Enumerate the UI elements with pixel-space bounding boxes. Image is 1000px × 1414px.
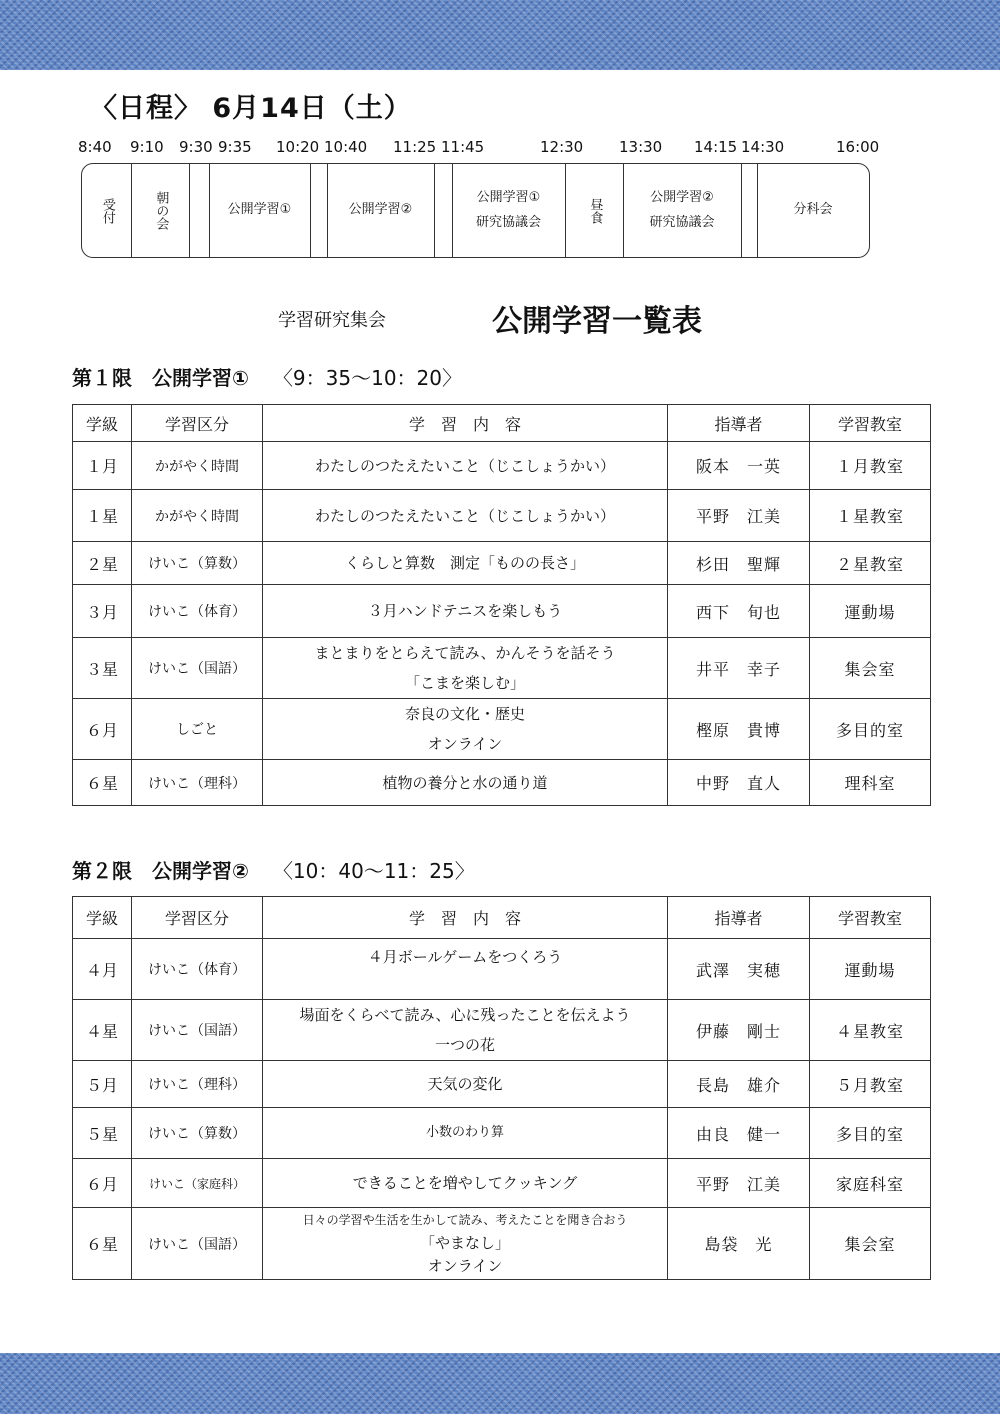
table-row: ６月 けいこ（家庭科） できることを増やしてクッキング 平野 江美 家庭科室	[73, 1159, 931, 1208]
period-1-label: 第１限 公開学習①	[72, 366, 249, 390]
time-label: 12:30	[540, 138, 584, 156]
schedule-block-review-1: 公開学習① 研究協議会	[475, 189, 541, 230]
col-teacher: 指導者	[668, 897, 810, 939]
table-row: ２星 けいこ（算数） くらしと算数 測定「ものの長さ」 杉田 聖輝 ２星教室	[73, 542, 931, 585]
period-2-label: 第２限 公開学習②	[72, 859, 249, 883]
table-header-row	[73, 405, 931, 442]
decorative-top-band	[0, 0, 1000, 70]
time-label: 13:30	[619, 138, 663, 156]
schedule-timeline	[0, 138, 1000, 158]
time-label: 11:45	[441, 138, 485, 156]
decorative-bottom-band	[0, 1353, 1000, 1414]
schedule-date-title: 〈日程〉 6月14日（土）	[90, 93, 412, 124]
period-2-time: 〈10：40～11：25〉	[272, 859, 475, 883]
table-row: ６星 けいこ（理科） 植物の養分と水の通り道 中野 直人 理科室	[73, 760, 931, 806]
table-header-row	[73, 897, 931, 939]
table-row: ４星 けいこ（国語） 場面をくらべて読み、心に残ったことを伝えよう 一つの花 伊藤 剛士 ４星教室	[73, 1000, 931, 1061]
schedule-block-open-lesson-2: 公開学習②	[348, 202, 413, 218]
col-content: 学 習 内 容	[263, 897, 668, 939]
period-1-heading	[72, 362, 462, 391]
table-row: ３月 けいこ（体育） ３月ハンドテニスを楽しもう 西下 旬也 運動場	[73, 585, 931, 638]
time-label: 9:35	[218, 138, 252, 156]
period-2-table	[72, 896, 931, 1280]
col-grade: 学級	[73, 405, 132, 442]
time-label: 10:20	[276, 138, 320, 156]
heading-title: 公開学習一覧表	[492, 304, 702, 339]
time-label: 10:40	[324, 138, 368, 156]
schedule-block-lunch: 昼食	[587, 197, 603, 224]
col-grade: 学級	[73, 897, 132, 939]
period-1-table	[72, 404, 931, 806]
schedule-block-subcommittee: 分科会	[793, 202, 833, 218]
col-content: 学 習 内 容	[263, 405, 668, 442]
time-label: 9:30	[179, 138, 213, 156]
table-row: １星 かがやく時間 わたしのつたえたいこと（じこしょうかい） 平野 江美 １星教室	[73, 490, 931, 542]
heading-subtitle: 学習研究集会	[278, 310, 386, 331]
period-1-time: 〈9：35～10：20〉	[272, 366, 463, 390]
table-row: ３星 けいこ（国語） まとまりをとらえて読み、かんそうを話そう 「こまを楽しむ」 井平 幸子 集会室	[73, 638, 931, 699]
schedule-block-morning-meeting: 朝の会	[153, 191, 169, 230]
col-category: 学習区分	[132, 405, 263, 442]
period-2-heading	[72, 855, 475, 884]
time-label: 11:25	[393, 138, 437, 156]
time-label: 14:30	[741, 138, 785, 156]
schedule-block-open-lesson-1: 公開学習①	[227, 202, 292, 218]
table-row: ６月 しごと 奈良の文化・歴史 オンライン 樫原 貴博 多目的室	[73, 699, 931, 760]
time-label: 8:40	[78, 138, 112, 156]
table-row: ５月 けいこ（理科） 天気の変化 長島 雄介 ５月教室	[73, 1061, 931, 1108]
table-row: ６星 けいこ（国語） 日々の学習や生活を生かして読み、考えたことを聞き合おう 「やまなし」 オンライン 島袋 光 集会室	[73, 1208, 931, 1280]
col-category: 学習区分	[132, 897, 263, 939]
col-room: 学習教室	[810, 897, 931, 939]
table-row: １月 かがやく時間 わたしのつたえたいこと（じこしょうかい） 阪本 一英 １月教室	[73, 442, 931, 490]
page-heading	[0, 296, 1000, 339]
schedule-block-reception: 受付	[99, 197, 115, 224]
table-row: ５星 けいこ（算数） 小数のわり算 由良 健一 多目的室	[73, 1108, 931, 1159]
table-row: ４月 けいこ（体育） ４月ボールゲームをつくろう 武澤 実穂 運動場	[73, 939, 931, 1000]
schedule-block-review-2: 公開学習② 研究協議会	[649, 189, 715, 230]
day-schedule-bar	[81, 163, 870, 258]
time-label: 9:10	[130, 138, 164, 156]
time-label: 16:00	[836, 138, 880, 156]
col-room: 学習教室	[810, 405, 931, 442]
col-teacher: 指導者	[668, 405, 810, 442]
time-label: 14:15	[694, 138, 738, 156]
